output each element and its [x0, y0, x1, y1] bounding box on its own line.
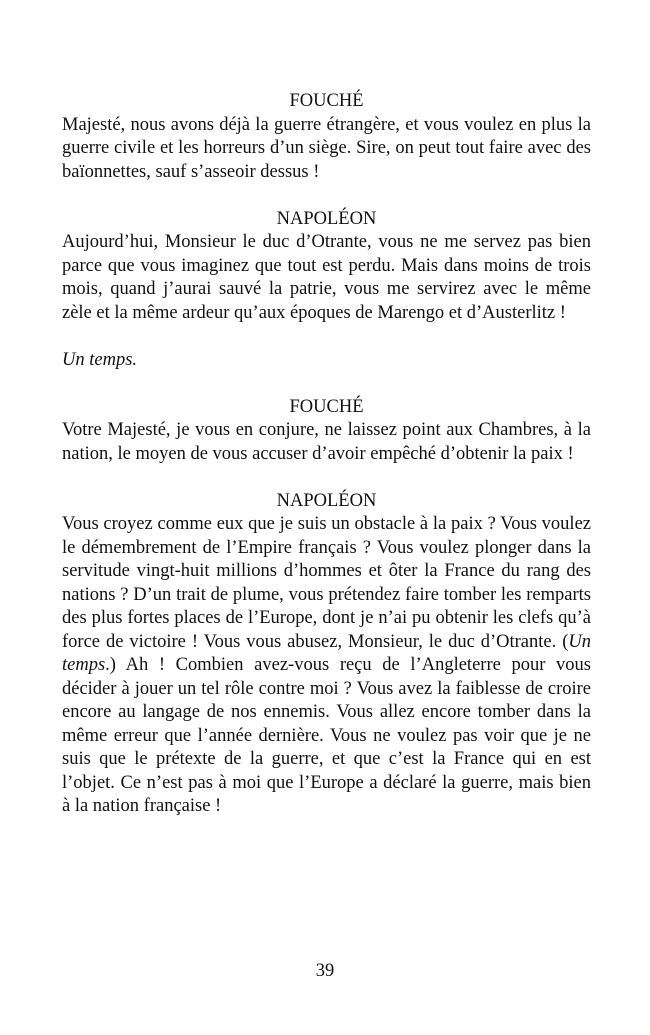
dialogue-paragraph: Aujourd’hui, Monsieur le duc d’Otrante, vous ne me servez pas bien parce que vous imaginez que tout est perdu. Mais dans moins de trois mois, quand j’aurai sauvé la patrie, vous me servirez avec le même zèle et la même ardeur qu’aux époques de Marengo et d’Austerlitz ! — [62, 232, 591, 323]
stage-direction: Un temps. — [62, 349, 138, 370]
spacer — [62, 372, 591, 396]
spacer — [62, 184, 591, 208]
dialogue-text: Vous croyez comme eux que je suis un obstacle à la paix ? Vous voulez le démembrement de l’Empire français ? Vous voulez plonger dans la servitude vingt-huit millions d’hommes et ôter la France du rang des nations ? D’un trait de plume, vous prétendez faire tomber les remparts des plus fortes places de l’Europe, dont je n’ai pu obtenir les clefs qu’à force de victoire ! Vous vous abusez, Monsieur, le duc d’Otrante. ( — [62, 514, 591, 652]
dialogue-paragraph: Votre Majesté, je vous en conjure, ne laissez point aux Chambres, à la nation, le moyen de vous accuser d’avoir empêché d’obtenir la paix ! — [62, 420, 591, 464]
page-number: 39 — [315, 961, 335, 981]
speaker-name: NAPOLÉON — [276, 490, 377, 511]
speaker-name: FOUCHÉ — [289, 91, 364, 111]
dialogue-paragraph — [62, 513, 591, 819]
inline-stage-direction: Un temps — [62, 631, 591, 675]
dialogue-text: .) Ah ! Combien avez-vous reçu de l’Angleterre pour vous décider à jouer un tel rôle contre moi ? Vous avez la faiblesse de croire encore au langage de nos ennemis. Vous allez encore tomber dans la même erreur que l’année dernière. Vous ne voulez pas voir que je ne suis que le prétexte de la guerre, et que c’est la France qui en est l’objet. Ce n’est pas à moi que l’Europe a déclaré la guerre, mais bien à la nation française ! — [62, 655, 591, 816]
speaker-name: FOUCHÉ — [289, 396, 364, 417]
page-body — [62, 90, 591, 819]
spacer — [62, 325, 591, 349]
spacer — [62, 466, 591, 490]
dialogue-paragraph: Majesté, nous avons déjà la guerre étrangère, et vous voulez en plus la guerre civile et les horreurs d’un siège. Sire, on peut tout faire avec des baïonnettes, sauf s’asseoir dessus ! — [62, 114, 591, 182]
speaker-name: NAPOLÉON — [276, 208, 377, 229]
